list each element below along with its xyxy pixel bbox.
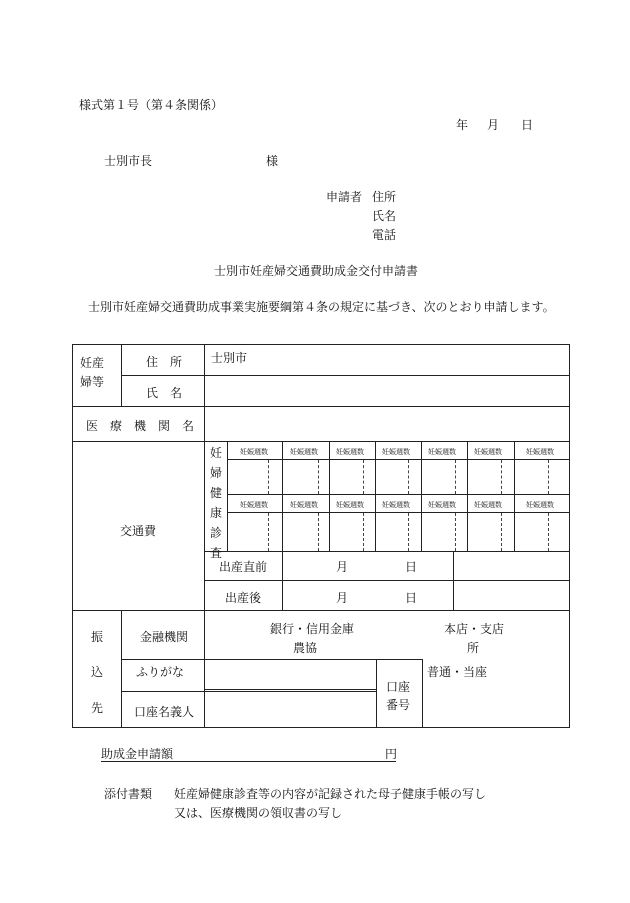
section-person-label: 妊産婦等 (80, 356, 105, 389)
account-number-label: 口座番号 (386, 680, 411, 712)
page-title: 士別市妊産婦交通費助成金交付申請書 (214, 264, 419, 278)
week-cell: 妊娠週数 (382, 501, 410, 509)
form-number: 様式第１号（第４条関係） (79, 98, 224, 112)
addressee-honorific: 様 (266, 154, 279, 168)
date-year: 年 (456, 118, 469, 132)
week-cell: 妊娠週数 (428, 448, 456, 456)
applicant-label: 申請者 (326, 190, 363, 204)
week-cell: 妊娠週数 (336, 448, 364, 456)
intro-text: 士別市妊産婦交通費助成事業実施要綱第４条の規定に基づき、次のとおり申請します。 (88, 300, 555, 314)
after-birth-month: 月 (336, 591, 349, 605)
after-birth-label: 出産後 (225, 591, 262, 605)
before-birth-day: 日 (405, 560, 418, 574)
date-day: 日 (521, 118, 534, 132)
bank-label: 金融機関 (140, 630, 189, 644)
attachment-2: 又は、医療機関の領収書の写し (174, 806, 343, 820)
week-cell: 妊娠週数 (526, 501, 554, 509)
before-birth-month: 月 (336, 560, 349, 574)
addressee: 士別市長 (104, 154, 153, 168)
applicant-name-label: 氏名 (372, 209, 397, 223)
address-value: 士別市 (211, 351, 248, 365)
transport-label: 交通費 (120, 524, 157, 538)
attachments-label: 添付書類 (104, 787, 153, 801)
applicant-address-label: 住所 (372, 190, 397, 204)
branch-office: 所 (467, 641, 480, 655)
name-label: 氏 名 (146, 386, 183, 400)
furigana-label: ふりがな (136, 665, 185, 679)
week-cell: 妊娠週数 (290, 448, 318, 456)
after-birth-day: 日 (405, 591, 418, 605)
account-type: 普通・当座 (427, 665, 488, 679)
transfer-label-1: 振 (91, 630, 104, 644)
account-holder-label: 口座名義人 (134, 705, 195, 719)
bank-types-agri: 農協 (293, 641, 318, 655)
amount-line (101, 745, 396, 762)
week-cell: 妊娠週数 (474, 501, 502, 509)
institution-label: 医 療 機 関 名 (86, 419, 195, 433)
amount-unit: 円 (385, 747, 398, 761)
before-birth-label: 出産直前 (219, 560, 268, 574)
transfer-label-3: 先 (91, 701, 104, 715)
week-cell: 妊娠週数 (474, 448, 502, 456)
branch-types: 本店・支店 (444, 622, 505, 636)
transfer-label-2: 込 (91, 665, 104, 679)
week-cell: 妊娠週数 (428, 501, 456, 509)
week-cell: 妊娠週数 (336, 501, 364, 509)
amount-label: 助成金申請額 (101, 747, 174, 761)
week-cell: 妊娠週数 (240, 448, 268, 456)
applicant-phone-label: 電話 (372, 228, 397, 242)
week-cell: 妊娠週数 (290, 501, 318, 509)
attachment-1: 妊産婦健康診査等の内容が記録された母子健康手帳の写し (174, 787, 487, 801)
week-cell: 妊娠週数 (382, 448, 410, 456)
address-label: 住 所 (146, 355, 183, 369)
checkup-vertical-label: 妊婦健康診査 (209, 446, 222, 560)
week-cell: 妊娠週数 (526, 448, 554, 456)
week-cell: 妊娠週数 (240, 501, 268, 509)
date-month: 月 (487, 118, 500, 132)
bank-types: 銀行・信用金庫 (270, 622, 355, 636)
